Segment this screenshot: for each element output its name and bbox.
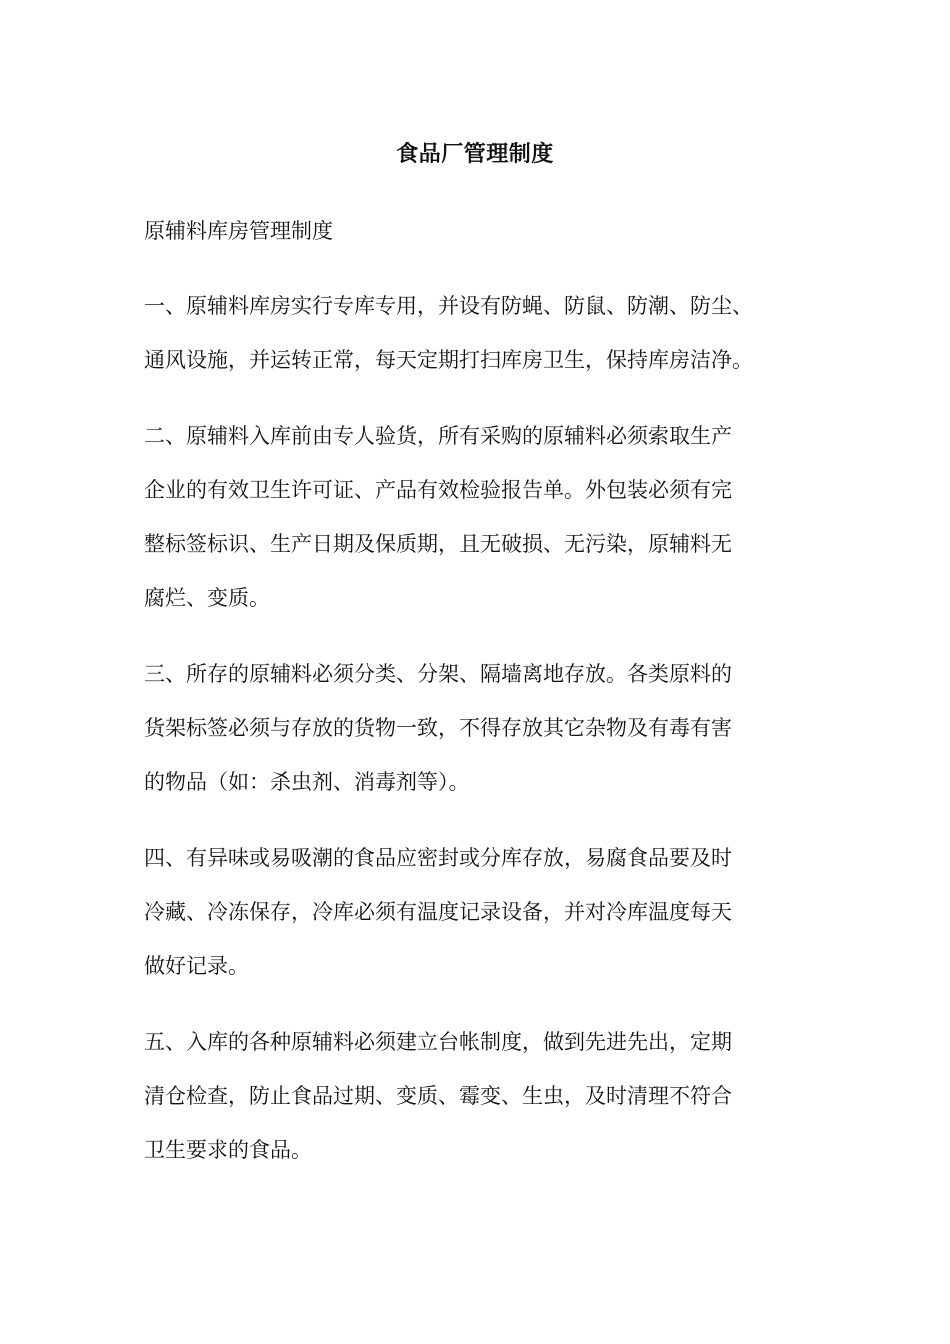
- paragraph-line: 整标签标识、生产日期及保质期，且无破损、无污染，原辅料无: [144, 532, 732, 556]
- paragraph-1: [144, 279, 814, 387]
- paragraph-line: 通风设施，并运转正常，每天定期打扫库房卫生，保持库房洁净。: [144, 348, 753, 372]
- paragraph-line: 的物品（如：杀虫剂、消毒剂等）。: [144, 770, 470, 794]
- paragraph-line: 二、原辅料入库前由专人验货，所有采购的原辅料必须索取生产: [144, 424, 732, 448]
- paragraph-line: 做好记录。: [144, 954, 249, 978]
- paragraph-line: 企业的有效卫生许可证、产品有效检验报告单。外包装必须有完: [144, 478, 732, 502]
- paragraph-line: 货架标签必须与存放的货物一致，不得存放其它杂物及有毒有害: [144, 716, 732, 740]
- paragraph-2: [144, 409, 814, 625]
- paragraph-3: [144, 647, 814, 809]
- document-title: 食品厂管理制度: [396, 142, 554, 167]
- paragraph-line: 四、有异味或易吸潮的食品应密封或分库存放，易腐食品要及时: [144, 846, 732, 870]
- paragraph-line: 卫生要求的食品。: [144, 1138, 312, 1162]
- paragraph-4: [144, 831, 814, 993]
- paragraph-line: 清仓检查，防止食品过期、变质、霉变、生虫，及时清理不符合: [144, 1084, 732, 1108]
- paragraph-line: 一、原辅料库房实行专库专用，并设有防蝇、防鼠、防潮、防尘、: [144, 294, 753, 318]
- paragraph-line: 三、所存的原辅料必须分类、分架、隔墙离地存放。各类原料的: [144, 662, 732, 686]
- paragraph-5: [144, 1015, 814, 1177]
- section-title: 原辅料库房管理制度: [144, 219, 333, 243]
- paragraph-line: 冷藏、冷冻保存，冷库必须有温度记录设备，并对冷库温度每天: [144, 900, 732, 924]
- paragraph-line: 五、入库的各种原辅料必须建立台帐制度，做到先进先出，定期: [144, 1030, 732, 1054]
- paragraph-line: 腐烂、变质。: [144, 586, 270, 610]
